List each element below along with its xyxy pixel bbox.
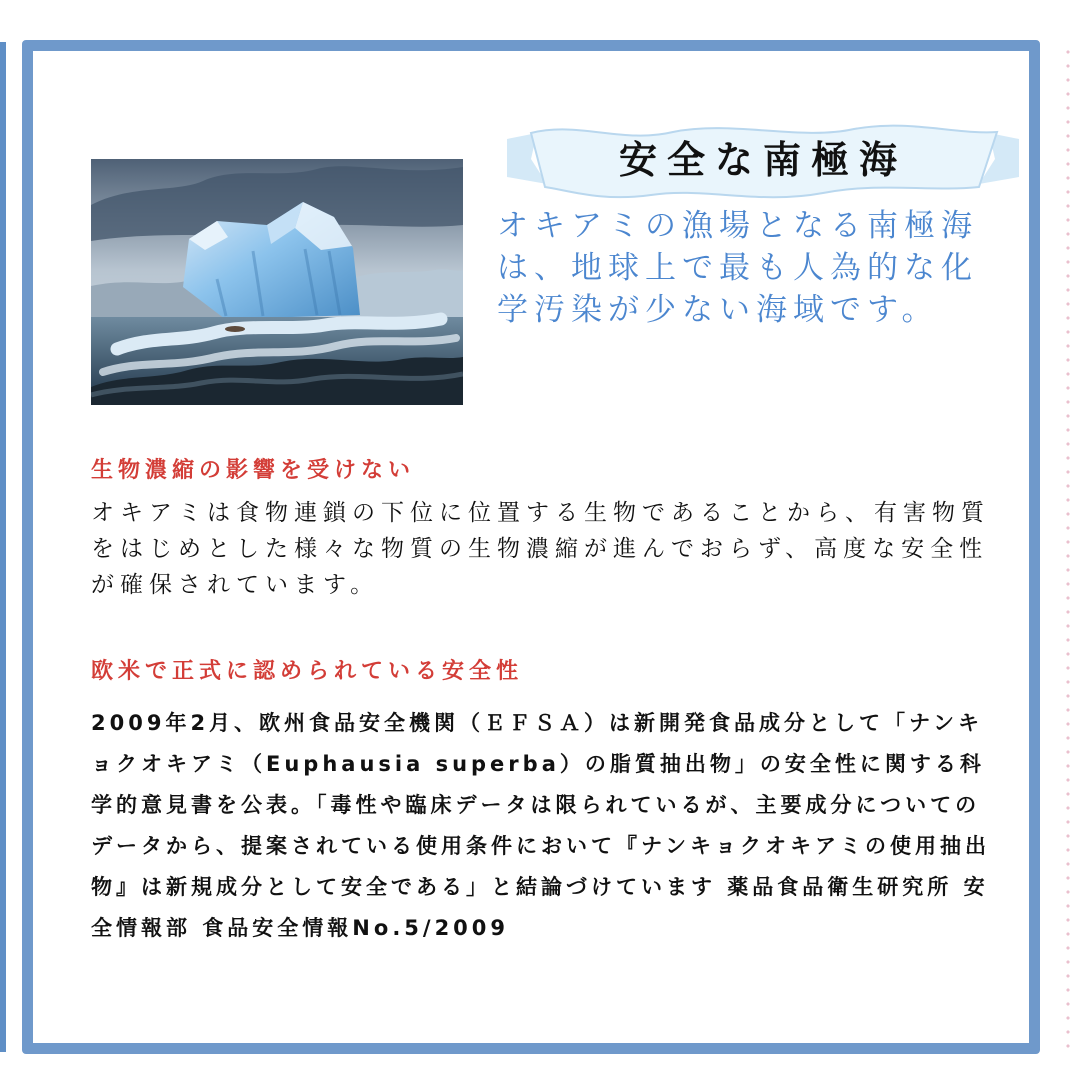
section-body-approved-safety: 2009年2月、欧州食品安全機関（ＥＦＳＡ）は新開発食品成分として「ナンキョクオキアミ（Euphausia superba）の脂質抽出物」の安全性に関する科学的意見書を公表。「毒性や臨床データは限られているが、主要成分についてのデータから、提案されている使用条件において『ナンキョクオキアミの使用抽出物』は新規成分として安全である」と結論づけています 薬品食品衛生研究所 安全情報部 食品安全情報No.5/2009 <box>91 711 990 940</box>
section-heading-biological-concentration: 生物濃縮の影響を受けない <box>91 458 416 483</box>
left-frame-edge <box>0 42 6 1052</box>
section-heading-approved-safety: 欧米で正式に認められている安全性 <box>91 659 524 684</box>
antarctic-iceberg-photo <box>91 159 463 405</box>
page-title: 安全な南極海 <box>618 138 907 182</box>
content-card <box>22 40 1040 1054</box>
iceberg-illustration <box>91 159 463 405</box>
section-body-biological-concentration: オキアミは食物連鎖の下位に位置する生物であることから、有害物質をはじめとした様々な物質の生物濃縮が進んでおらず、高度な安全性が確保されています。 <box>91 500 990 598</box>
decorative-dot-border <box>1062 45 1074 1055</box>
title-ribbon <box>489 121 1037 205</box>
lead-text: オキアミの漁場となる南極海は、地球上で最も人為的な化学汚染が少ない海域です。 <box>497 208 978 328</box>
